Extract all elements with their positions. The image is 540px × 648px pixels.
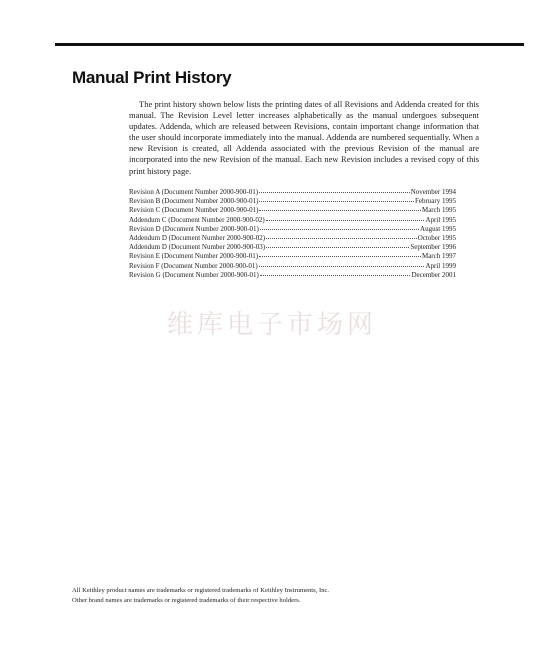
entry-label: Revision B (Document Number 2000-900-01) bbox=[129, 197, 259, 206]
entry-date: March 1997 bbox=[421, 252, 456, 261]
entry-label: Addendum D (Document Number 2000-900-02) bbox=[129, 234, 266, 243]
entry-date: October 1995 bbox=[417, 234, 456, 243]
entry-label: Addendum D (Document Number 2000-900-03) bbox=[129, 243, 266, 252]
list-item bbox=[129, 252, 456, 261]
entry-label: Revision C (Document Number 2000-900-01) bbox=[129, 206, 259, 215]
entry-date: April 1999 bbox=[425, 261, 456, 270]
dot-leader bbox=[266, 238, 417, 239]
dot-leader bbox=[260, 275, 411, 276]
list-item bbox=[129, 206, 456, 215]
entry-label: Revision A (Document Number 2000-900-01) bbox=[129, 188, 259, 196]
dot-leader bbox=[259, 201, 413, 202]
entry-date: December 2001 bbox=[411, 270, 456, 279]
list-item bbox=[129, 197, 456, 206]
entry-date: September 1996 bbox=[410, 243, 456, 252]
page-title: Manual Print History bbox=[72, 68, 232, 87]
list-item bbox=[129, 234, 456, 243]
entry-date: August 1995 bbox=[420, 224, 456, 233]
list-item bbox=[129, 271, 456, 280]
dot-leader bbox=[259, 210, 420, 211]
entry-date: March 1995 bbox=[421, 206, 456, 215]
footer-line: All Keithley product names are trademarks or registered trademarks of Keithley Instruments, Inc. bbox=[72, 587, 330, 594]
entry-label: Revision F (Document Number 2000-900-01) bbox=[129, 261, 258, 270]
trademark-footer bbox=[72, 586, 472, 605]
list-item bbox=[129, 188, 456, 197]
print-history-list bbox=[129, 188, 456, 280]
list-item bbox=[129, 216, 456, 225]
dot-leader bbox=[266, 247, 409, 248]
entry-date: April 1995 bbox=[425, 215, 456, 224]
entry-label: Revision G (Document Number 2000-900-01) bbox=[129, 270, 259, 279]
list-item bbox=[129, 225, 456, 234]
header-rule bbox=[55, 43, 524, 46]
dot-leader bbox=[260, 229, 419, 230]
intro-paragraph: The print history shown below lists the printing dates of all Revisions and Addenda created for this manual. The Revision Level letter increases alphabetically as the manual undergoes subsequent updates. Addenda, which are released between Revisions, contain important change information that the user should incorporate immediately into the manual. Addenda are numbered sequentially. When a new Revision is created, all Addenda associated with the previous Revision of the manual are incorporated into the new Revision of the manual. Each new Revision includes a revised copy of this print history page. bbox=[129, 99, 479, 176]
footer-line: Other brand names are trademarks or registered trademarks of their respective holders. bbox=[72, 596, 301, 604]
entry-label: Revision D (Document Number 2000-900-01) bbox=[129, 224, 259, 233]
dot-leader bbox=[259, 192, 410, 193]
dot-leader bbox=[266, 220, 425, 221]
watermark: 维库电子市场网 bbox=[166, 310, 377, 340]
entry-date: November 1994 bbox=[410, 188, 456, 196]
list-item bbox=[129, 243, 456, 252]
dot-leader bbox=[259, 256, 421, 257]
entry-date: February 1995 bbox=[414, 197, 456, 206]
entry-label: Revision E (Document Number 2000-900-01) bbox=[129, 252, 259, 261]
dot-leader bbox=[259, 266, 425, 267]
entry-label: Addendum C (Document Number 2000-900-02) bbox=[129, 215, 265, 224]
list-item bbox=[129, 262, 456, 271]
